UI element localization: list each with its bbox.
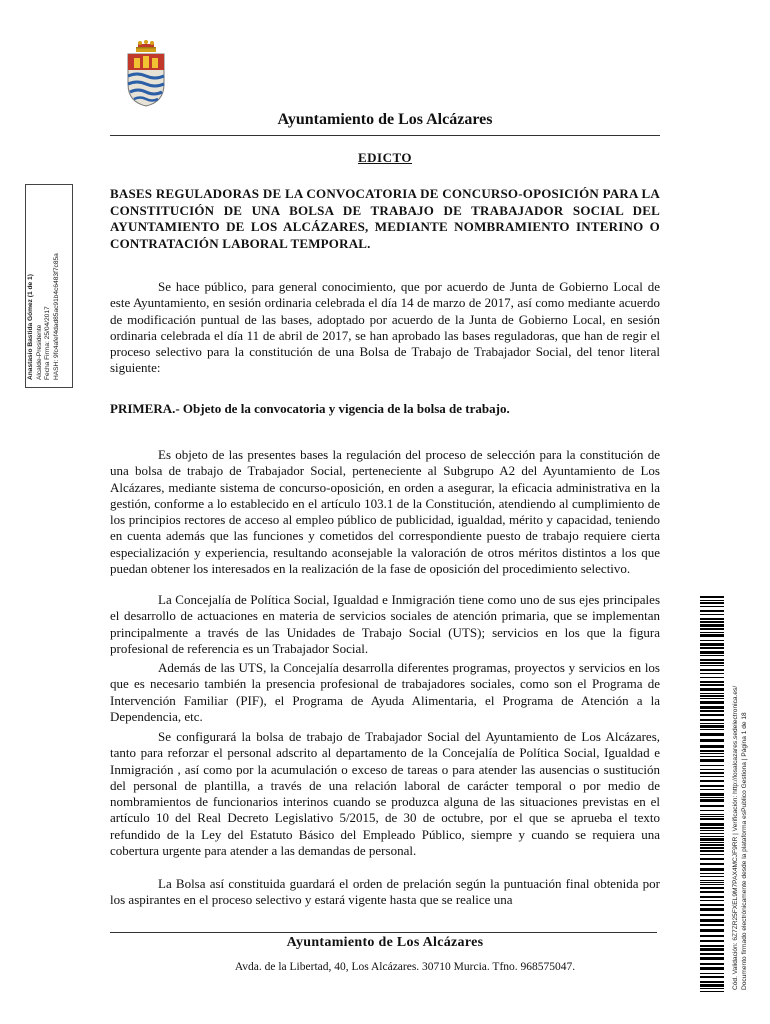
body-paragraph-3: Además de las UTS, la Concejalía desarrolla diferentes programas, proyectos y servicios en los que es necesario también la presencia profesional de trabajadores sociales, como son el Programa de Intervención Familiar (PIF), el Programa de Ayuda Alimentaria, el Programa de Atención a la Dependencia, etc. [110, 660, 660, 724]
signature-role: Alcalde-Presidente [35, 324, 43, 380]
body-paragraph-1: Es objeto de las presentes bases la regulación del proceso de selección para la constitución de una bolsa de trabajo de Trabajador Social, perteneciente al Subgrupo A2 del Ayuntamiento de Los Alcázares, mediante sistema de concurso-oposición, en orden a asegurar, la eficacia administrativa en la gestión, conforme a lo establecido en el artículo 103.1 de la Constitución, atendiendo al cumplimiento de los principios rectores de acceso al empleo público de publicidad, igualdad, mérito y capacidad, teniendo en cuenta además que las funciones y cometidos del correspondiente puesto de trabajo requiere cierta especialización y experiencia, resultando aconsejable la valoración de otros méritos distintos a los que puedan obtener los interesados en la realización de la fase de oposición del procedimiento selectivo. [110, 447, 660, 577]
signature-date: Fecha Firma: 25/04/2017 [44, 306, 51, 380]
section-title: PRIMERA.- Objeto de la convocatoria y vigencia de la bolsa de trabajo. [110, 401, 510, 416]
signature-name: Anastasio Bastida Gómez (1 de 1) [27, 274, 34, 380]
header-org-title: Ayuntamiento de Los Alcázares [277, 111, 493, 128]
header-divider [110, 135, 660, 136]
body-paragraph-2: La Concejalía de Política Social, Igualdad e Inmigración tiene como uno de sus ejes principales el desarrollo de actuaciones en materia de servicios sociales de atención primaria, que se implementan principalmente a través de las Unidades de Trabajo Social (UTS); servicios en los que la figura profesional de referencia es un Trabajador Social. [110, 592, 660, 656]
verification-line-1: Cód. Validación: 6Z7ZR25FXEL9M7PAX4MCJF9RR | Verificación: http://losalcazares.sedelectronica.es/ [732, 685, 739, 990]
signature-stamp [27, 180, 61, 380]
footer-divider [110, 932, 657, 933]
document-heading: EDICTO [357, 150, 413, 165]
footer-address: Avda. de la Libertad, 40, Los Alcázares. 30710 Murcia. Tfno. 968575047. [234, 961, 576, 973]
intro-paragraph: Se hace público, para general conocimiento, que por acuerdo de Junta de Gobierno Local de este Ayuntamiento, en sesión ordinaria celebrada el día 14 de marzo de 2017, así como mediante acuerdo de modificación puntual de las bases, adoptado por acuerdo de la Junta de Gobierno Local, en sesión ordinaria celebrada el día 11 de abril de 2017, se han aprobado las bases reguladoras, que han de regir el proceso selectivo para la constitución de una Bolsa de Trabajo de Trabajador Social, del tenor literal siguiente: [110, 279, 660, 376]
body-paragraph-4: Se configurará la bolsa de trabajo de Trabajador Social del Ayuntamiento de Los Alcázares, tanto para reforzar el personal adscrito al departamento de la Concejalía de Política Social, Igualdad e Inmigración , así como por la acumulación o exceso de tareas o para atender las ausencias o sustitución del personal de plantilla, a través de una relación laboral de carácter temporal o por medio de nombramientos de funcionarios interinos cuando se produzca alguna de las situaciones previstas en el artículo 10 del Real Decreto Legislativo 5/2015, de 30 de octubre, por el que se aprueba el texto refundido de la Ley del Estatuto Básico del Empleado Público, siempre y cuando se requiera una cobertura urgente para atender a las demandas de personal. [110, 729, 660, 859]
body-paragraph-5: La Bolsa así constituida guardará el orden de prelación según la puntuación final obtenida por los aspirantes en el proceso selectivo y estará vigente hasta que se realice una [110, 876, 660, 908]
document-subject: BASES REGULADORAS DE LA CONVOCATORIA DE CONCURSO-OPOSICIÓN PARA LA CONSTITUCIÓN DE UNA BOLSA DE TRABAJO DE TRABAJADOR SOCIAL DEL AYUNTAMIENTO DE LOS ALCÁZARES, MEDIANTE NOMBRAMIENTO INTERINO O CONTRATACIÓN LABORAL TEMPORAL. [110, 186, 660, 251]
verification-text [732, 610, 749, 990]
municipal-crest-icon [124, 40, 168, 108]
signature-hash: HASH: 9fc4afef4dad85ac91b4c6483f7c85a [52, 253, 60, 380]
verification-line-2: Documento firmado electrónicamente desde la plataforma esPublico Gestiona | Página 1 de 18 [740, 712, 748, 990]
barcode-icon [700, 596, 724, 992]
footer-org-title: Ayuntamiento de Los Alcázares [286, 935, 484, 950]
